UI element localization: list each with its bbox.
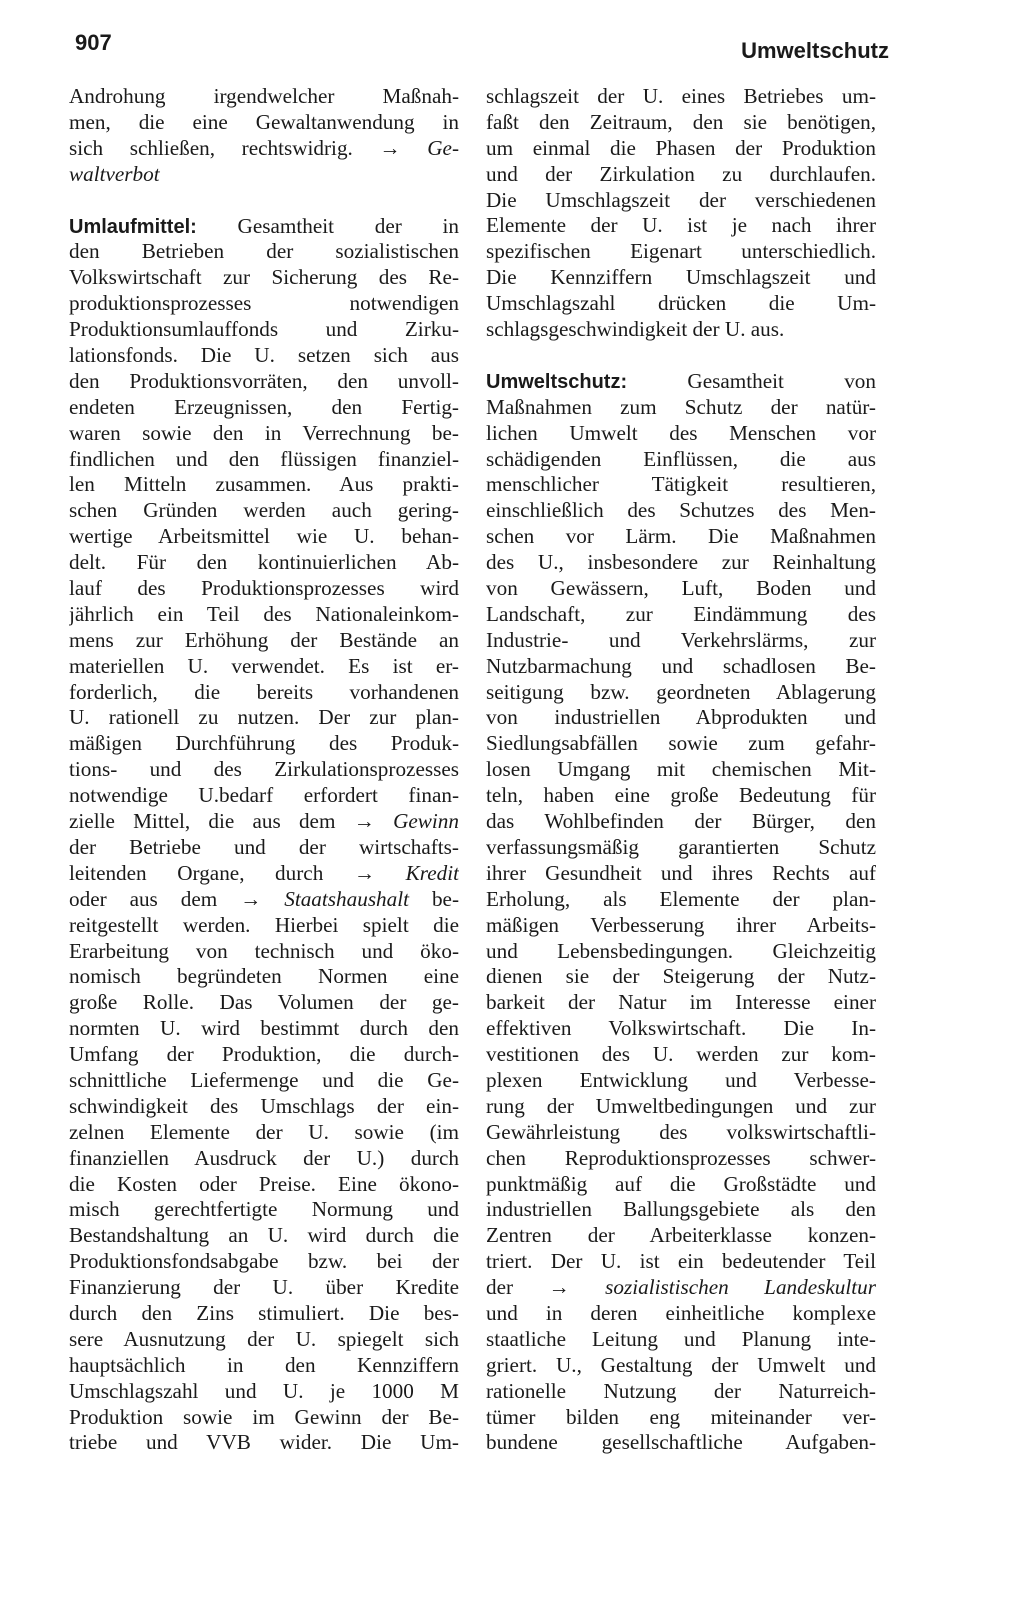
entry-keyword: Umweltschutz: [486, 370, 628, 393]
text-line: finanziellen Ausdruck der U.) durch [69, 1145, 459, 1170]
text-line: dienen sie der Steigerung der Nutz- [486, 964, 876, 989]
cross-reference-gewaltverbot[interactable]: Ge- [427, 135, 459, 160]
text-line: sere Ausnutzung der U. spiegelt sich [69, 1326, 459, 1351]
continuation-text-left [69, 84, 459, 188]
text-segment: sich schließen, rechtswidrig. → [69, 135, 401, 160]
text-segment: zielle Mittel, die aus dem → [69, 809, 375, 834]
text-line: und in deren einheitliche komplexe [486, 1300, 876, 1325]
text-line: Produktion sowie im Gewinn der Be- [69, 1404, 459, 1429]
text-line: U. rationell zu nutzen. Der zur plan- [69, 705, 459, 730]
text-line: Umfang der Produktion, die durch- [69, 1042, 459, 1067]
text-line: plexen Entwicklung und Verbesse- [486, 1067, 876, 1092]
text-line: men, die eine Gewaltanwendung in [69, 109, 459, 134]
text-line: Die Umschlagszeit der verschiedenen [486, 187, 876, 212]
text-line: losen Umgang mit chemischen Mit- [486, 757, 876, 782]
text-line: schen vor Lärm. Die Maßnahmen [486, 524, 876, 549]
entry-body-b [486, 1301, 876, 1456]
text-line: und Lebensbedingungen. Gleichzeitig [486, 938, 876, 963]
text-line: waren sowie den in Verrechnung be- [69, 420, 459, 445]
entry-keyword: Umlaufmittel: [69, 215, 197, 238]
text-line: staatliche Leitung und Planung inte- [486, 1326, 876, 1351]
text-line: einschließlich des Schutzes des Men- [486, 498, 876, 523]
text-segment: der → [486, 1275, 570, 1300]
text-line: Androhung irgendwelcher Maßnah- [69, 84, 459, 108]
text-line: das Wohlbefinden der Bürger, den [486, 809, 876, 834]
text-line: Zentren der Arbeiterklasse konzen- [486, 1223, 876, 1248]
text-line: große Rolle. Das Volumen der ge- [69, 990, 459, 1015]
text-line: Erholung, als Elemente der plan- [486, 886, 876, 911]
text-line: bundene gesellschaftliche Aufgaben- [486, 1430, 876, 1455]
text-line: lauf des Produktionsprozesses wird [69, 576, 459, 601]
text-line: mäßigen Verbesserung ihrer Arbeits- [486, 912, 876, 937]
text-line: vestitionen des U. werden zur kom- [486, 1042, 876, 1067]
text-line: Gewährleistung des volkswirtschaftli- [486, 1119, 876, 1144]
text-line: misch gerechtfertigte Normung und [69, 1197, 459, 1222]
text-line: Finanzierung der U. über Kredite [69, 1275, 459, 1300]
text-line: forderlich, die bereits vorhandenen [69, 679, 459, 704]
text-line: Landschaft, zur Eindämmung des [486, 601, 876, 626]
text-line: lichen Umwelt des Menschen vor [486, 420, 876, 445]
text-line: schen Gründen werden auch gering- [69, 498, 459, 523]
text-line: den Betrieben der sozialistischen [69, 239, 459, 264]
text-line: triebe und VVB wider. Die Um- [69, 1430, 459, 1455]
text-line: endeten Erzeugnissen, den Fertig- [69, 394, 459, 419]
text-line: Produktionsumlauffonds und Zirku- [69, 317, 459, 342]
text-line: Die Kennziffern Umschlagszeit und [486, 265, 876, 290]
text-line: Bestandshaltung an U. wird durch die [69, 1223, 459, 1248]
text-line: barkeit der Natur im Interesse einer [486, 990, 876, 1015]
text-segment: Gesamtheit der in [237, 213, 459, 238]
text-line: von industriellen Abprodukten und [486, 705, 876, 730]
entry-body-b [69, 913, 459, 1457]
text-line: spezifischen Eigenart unterschiedlich. [486, 239, 876, 264]
text-line: Produktionsfondsabgabe bzw. bei der [69, 1249, 459, 1274]
text-line: faßt den Zeitraum, den sie benötigen, [486, 109, 876, 134]
text-line: Elemente der U. ist je nach ihrer [486, 213, 876, 238]
text-segment: leitenden Organe, durch → [69, 860, 376, 885]
text-line: rationelle Nutzung der Naturreich- [486, 1378, 876, 1403]
text-line: Erarbeitung von technisch und öko- [69, 938, 459, 963]
entry-first-line [486, 369, 876, 395]
text-line: delt. Für den kontinuierlichen Ab- [69, 550, 459, 575]
text-line: Umschlagszahl drücken die Um- [486, 291, 876, 316]
cross-reference-staatshaushalt[interactable]: Staatshaushalt [284, 886, 410, 911]
text-segment: be- [431, 886, 459, 911]
text-line: verfassungsmäßig garantierten Schutz [486, 834, 876, 859]
text-line: Volkswirtschaft zur Sicherung des Re- [69, 265, 459, 290]
text-line: die Kosten oder Preise. Eine ökono- [69, 1171, 459, 1196]
text-line: materiellen U. verwendet. Es ist er- [69, 653, 459, 678]
text-line [69, 136, 459, 162]
text-line: findlichen und den flüssigen finanziel- [69, 446, 459, 471]
text-line: notwendige U.bedarf erfordert finan- [69, 783, 459, 808]
text-line: zelnen Elemente der U. sowie (im [69, 1119, 459, 1144]
text-line: hauptsächlich in den Kennziffern [69, 1352, 459, 1377]
text-line: reitgestellt werden. Hierbei spielt die [69, 912, 459, 937]
text-line [69, 861, 459, 887]
text-line: nomisch begründeten Normen eine [69, 964, 459, 989]
text-line: chen Reproduktionsprozesses schwer- [486, 1145, 876, 1170]
text-line: normten U. wird bestimmt durch den [69, 1016, 459, 1041]
text-line: effektiven Volkswirtschaft. Die In- [486, 1016, 876, 1041]
text-line: lationsfonds. Die U. setzen sich aus [69, 343, 459, 368]
right-column [486, 84, 876, 1456]
continuation-text-right [486, 84, 876, 343]
text-line: teln, haben eine große Bedeutung für [486, 783, 876, 808]
cross-reference-kredit[interactable]: Kredit [405, 860, 459, 885]
text-segment: Gesamtheit von [687, 368, 876, 393]
text-line: Industrie- und Verkehrslärms, zur [486, 627, 876, 652]
page-number: 907 [75, 30, 112, 55]
text-line: um einmal die Phasen der Produktion [486, 135, 876, 160]
text-line: schlagszeit der U. eines Betriebes um- [486, 84, 876, 108]
running-title: Umweltschutz [741, 38, 889, 63]
text-line: len Mitteln zusammen. Aus prakti- [69, 472, 459, 497]
text-line: Maßnahmen zum Schutz der natür- [486, 394, 876, 419]
text-line: den Produktionsvorräten, den unvoll- [69, 368, 459, 393]
entry-body-a [69, 239, 459, 809]
text-line [69, 162, 459, 188]
text-line: tions- und des Zirkulationsprozesses [69, 757, 459, 782]
text-line [486, 1275, 876, 1301]
text-line: schlagsgeschwindigkeit der U. aus. [486, 317, 785, 342]
text-line: und der Zirkulation zu durchlaufen. [486, 161, 876, 186]
text-line: industriellen Ballungsgebiete als den [486, 1197, 876, 1222]
text-line: Umschlagszahl und U. je 1000 M [69, 1378, 459, 1403]
text-line: mens zur Erhöhung der Bestände an [69, 627, 459, 652]
text-line [69, 887, 459, 913]
text-line: wertige Arbeitsmittel wie U. behan- [69, 524, 459, 549]
text-line: produktionsprozesses notwendigen [69, 291, 459, 316]
text-line: schnittliche Liefermenge und die Ge- [69, 1067, 459, 1092]
entry-body-a [486, 395, 876, 1275]
cross-reference-gewinn[interactable]: Gewinn [393, 809, 459, 834]
text-line: des U., insbesondere zur Reinhaltung [486, 550, 876, 575]
text-line: punktmäßig auf die Großstädte und [486, 1171, 876, 1196]
text-line: durch den Zins stimuliert. Die bes- [69, 1300, 459, 1325]
cross-reference-gewaltverbot-cont[interactable]: waltverbot [69, 161, 160, 186]
text-line: griert. U., Gestaltung der Umwelt und [486, 1352, 876, 1377]
text-line: triert. Der U. ist ein bedeutender Teil [486, 1249, 876, 1274]
text-line: rung der Umweltbedingungen und zur [486, 1093, 876, 1118]
text-line: seitigung bzw. geordneten Ablagerung [486, 679, 876, 704]
text-line: ihrer Gesundheit und ihres Rechts auf [486, 860, 876, 885]
entry-first-line [69, 214, 459, 240]
text-line [69, 809, 459, 835]
text-line: schwindigkeit des Umschlags der ein- [69, 1093, 459, 1118]
cross-reference-landeskultur[interactable]: sozialistischen Landeskultur [605, 1275, 876, 1300]
entry-umweltschutz [486, 369, 876, 1456]
text-line: von Gewässern, Luft, Boden und [486, 576, 876, 601]
left-column [69, 84, 459, 1456]
text-line: mäßigen Durchführung des Produk- [69, 731, 459, 756]
text-segment: oder aus dem → [69, 886, 262, 911]
text-line: schädigenden Einflüssen, die aus [486, 446, 876, 471]
text-line: Siedlungsabfällen sowie zum gefahr- [486, 731, 876, 756]
text-line: Nutzbarmachung und schadlosen Be- [486, 653, 876, 678]
text-line: jährlich ein Teil des Nationaleinkom- [69, 601, 459, 626]
entry-umlaufmittel [69, 214, 459, 1457]
text-line: der Betriebe und der wirtschafts- [69, 834, 459, 859]
text-line: menschlicher Tätigkeit resultieren, [486, 472, 876, 497]
text-line: tümer bilden eng miteinander ver- [486, 1404, 876, 1429]
